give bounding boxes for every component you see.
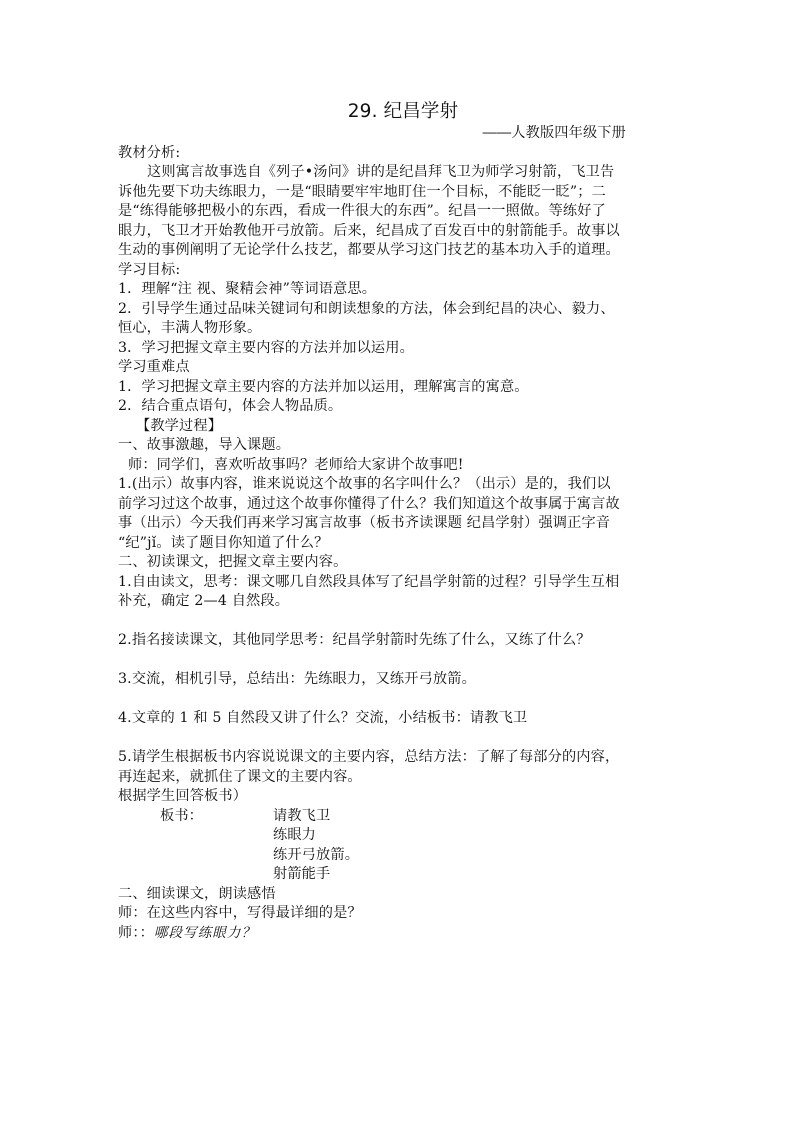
board-item: 练眼力 — [273, 827, 317, 843]
goals-heading: 学习目标: — [118, 261, 181, 278]
paragraph-line: 前学习过这个故事，通过这个故事你懂得了什么？我们知道这个故事属于寓言故 — [118, 495, 620, 512]
teacher-line — [118, 924, 678, 944]
key-point-item: 2．结合重点语句，体会人物品质。 — [118, 398, 343, 414]
board-row — [118, 807, 678, 827]
board-item: 射箭能手 — [273, 866, 331, 882]
document-page — [118, 100, 678, 943]
key-points-heading: 学习重难点 — [118, 359, 190, 375]
question-line: 再连起来，就抓住了课文的主要内容。 — [118, 768, 362, 785]
question-line: 5.请学生根据板书内容说说课文的主要内容，总结方法：了解了每部分的内容， — [118, 749, 620, 765]
section-heading: 二、初读课文，把握文章主要内容。 — [118, 554, 348, 570]
analysis-line: 是“练得能够把极小的东西，看成一件很大的东西”。纪昌一一照做。等练好了 — [118, 203, 606, 219]
paragraph-line: 1.(出示）故事内容，谁来说说这个故事的名字叫什么？（出示）是的，我们以 — [118, 476, 611, 492]
goal-item: 恒心，丰满人物形象。 — [118, 320, 262, 336]
teacher-line: 师：同学们，喜欢听故事吗？老师给大家讲个故事吧! — [128, 456, 464, 473]
analysis-line: 生动的事例阐明了无论学什么技艺，都要从学习这门技艺的基本功入手的道理。 — [118, 242, 620, 258]
board-intro: 根据学生回答板书） — [118, 788, 248, 804]
board-item: 练开弓放箭。 — [273, 846, 360, 863]
key-point-item: 1．学习把握文章主要内容的方法并加以运用，理解寓言的寓意。 — [118, 378, 529, 395]
handwritten-question: 哪段写练眼力？ — [153, 924, 257, 941]
goal-item: 2．引导学生通过品味关键词句和朗读想象的方法，体会到纪昌的决心、毅力、 — [118, 300, 615, 317]
paragraph-line: “纪”jǐ。读了题目你知道了什么？ — [118, 534, 329, 551]
question-line: 补充，确定 2—4 自然段。 — [118, 593, 290, 609]
goal-item: 1．理解“注 视、聚精会神”等词语意思。 — [118, 281, 377, 297]
document-title: 29. 纪昌学射 — [347, 101, 459, 122]
section-heading: 二、细读课文，朗读感悟 — [118, 885, 276, 902]
section-heading: 一、故事激趣，导入课题。 — [118, 437, 291, 453]
board-item: 请教飞卫 — [273, 807, 331, 824]
analysis-line: 这则寓言故事选自《列子•汤问》讲的是纪昌拜飞卫为师学习射箭，飞卫告 — [147, 164, 615, 180]
analysis-line: 诉他先要下功夫练眼力，一是“眼睛要牢牢地盯住一个目标，不能眨一眨”；二 — [118, 183, 606, 200]
goal-item: 3．学习把握文章主要内容的方法并加以运用。 — [118, 339, 414, 356]
analysis-heading: 教材分析: — [118, 144, 181, 161]
teacher-prefix: 师：： — [118, 924, 154, 941]
teacher-line: 师：在这些内容中，写得最详细的是？ — [118, 905, 362, 921]
board-label: 板书： — [160, 807, 204, 824]
document-subtitle: ――人教版四年级下册 — [482, 125, 626, 141]
question-line: 3.交流，相机引导，总结出：先练眼力，又练开弓放箭。 — [118, 671, 476, 687]
process-heading: 【教学过程】 — [136, 417, 223, 434]
analysis-line: 眼力，飞卫才开始教他开弓放箭。后来，纪昌成了百发百中的射箭能手。故事以 — [118, 222, 620, 239]
question-line: 1.自由读文，思考：课文哪几自然段具体写了纪昌学射箭的过程？引导学生互相 — [118, 573, 620, 590]
paragraph-line: 事（出示）今天我们再来学习寓言故事（板书齐读课题 纪昌学射）强调正字音 — [118, 515, 611, 531]
question-line: 4.文章的 1 和 5 自然段又讲了什么？交流，小结板书：请教飞卫 — [118, 710, 528, 726]
question-line: 2.指名接读课文，其他同学思考：纪昌学射箭时先练了什么，又练了什么？ — [118, 632, 591, 648]
